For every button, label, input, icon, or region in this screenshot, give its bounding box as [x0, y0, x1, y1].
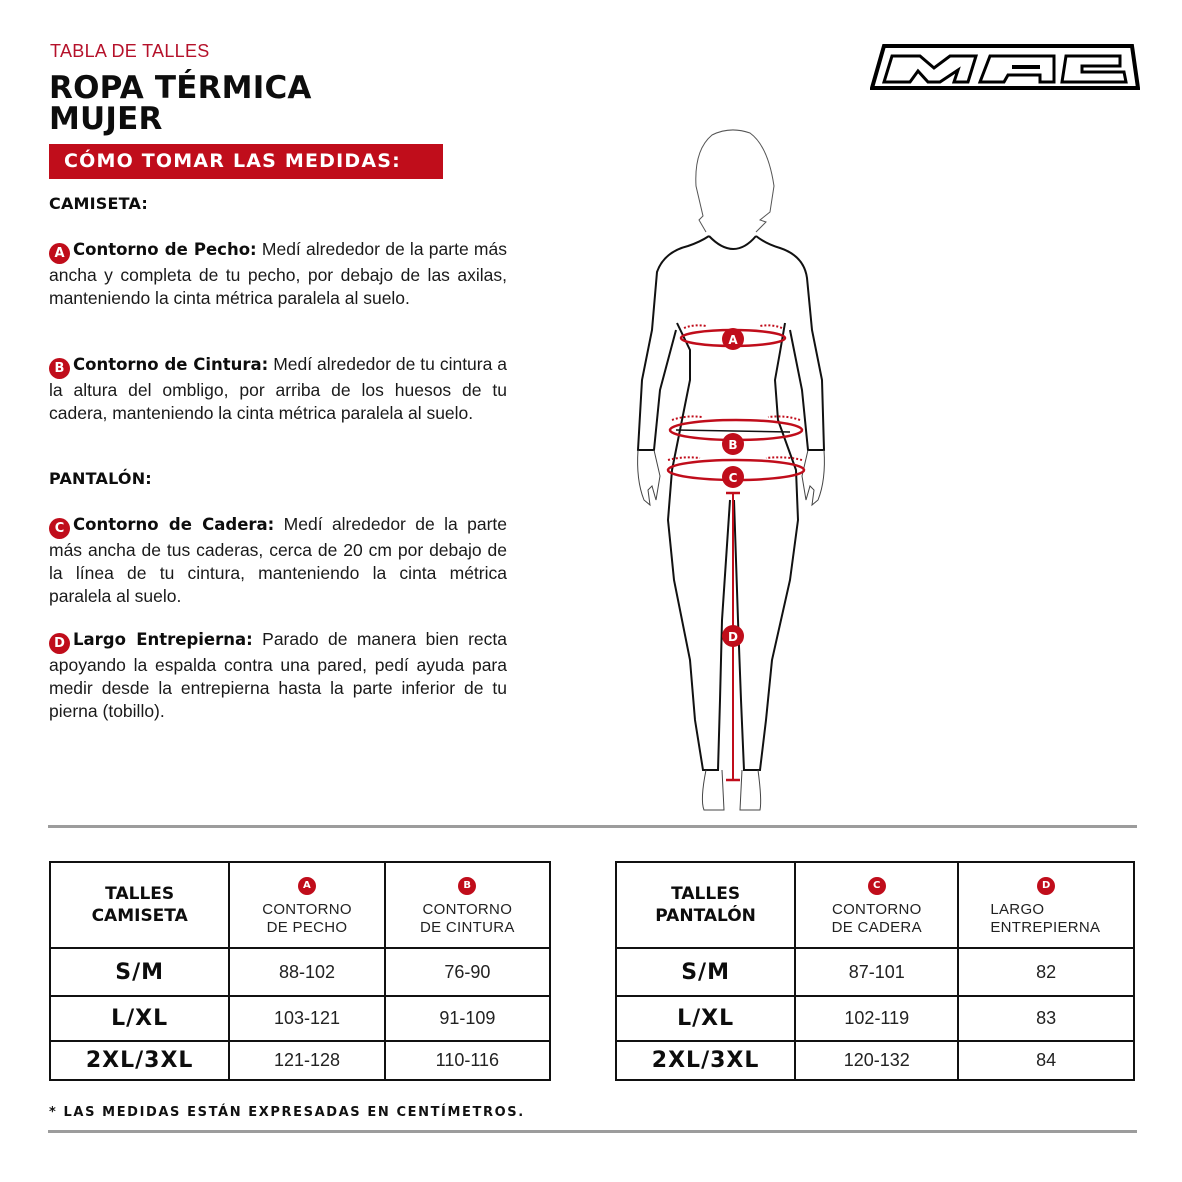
instruction-label: Contorno de Cintura:	[73, 355, 269, 374]
badge-b-icon: B	[49, 358, 70, 379]
instruction-chest	[49, 238, 507, 310]
subtitle: TABLA DE TALLES	[50, 41, 210, 61]
divider-top	[48, 825, 1137, 828]
value-cell: 91-109	[385, 996, 550, 1041]
pantalon-heading: PANTALÓN:	[49, 469, 152, 488]
value-cell: 121-128	[229, 1041, 384, 1080]
value-cell: 76-90	[385, 948, 550, 996]
svg-text:B: B	[728, 438, 738, 452]
page-title	[49, 70, 312, 137]
value-cell: 88-102	[229, 948, 384, 996]
section-banner: CÓMO TOMAR LAS MEDIDAS:	[49, 144, 443, 179]
instruction-label: Contorno de Cadera:	[73, 515, 275, 534]
value-cell: 103-121	[229, 996, 384, 1041]
table-row	[616, 1041, 1134, 1080]
size-table-camiseta	[49, 861, 551, 1081]
value-cell: 83	[958, 996, 1134, 1041]
footnote: * LAS MEDIDAS ESTÁN EXPRESADAS EN CENTÍMETROS.	[49, 1105, 525, 1120]
divider-bottom	[48, 1130, 1137, 1133]
header-title: TALLES CAMISETA	[91, 884, 188, 926]
value-cell: 110-116	[385, 1041, 550, 1080]
instruction-waist	[49, 353, 507, 425]
instruction-inseam	[49, 628, 507, 723]
svg-text:D: D	[728, 630, 738, 644]
instruction-text: Medí alrededor de la parte más ancha de tus caderas, cerca de 20 cm por debajo de la línea de tu cintura, manteniendo la cinta métrica paralela al suelo.	[49, 514, 507, 606]
table-row	[50, 996, 550, 1041]
header-title: TALLES PANTALÓN	[655, 884, 756, 926]
header-cell-inseam: D LARGO ENTREPIERNA	[958, 862, 1134, 948]
instruction-label: Largo Entrepierna:	[73, 630, 253, 649]
badge-d-icon: D	[49, 633, 70, 654]
header-cell-waist: B CONTORNO DE CINTURA	[385, 862, 550, 948]
mac-logo-icon	[870, 44, 1140, 92]
size-cell: S/M	[616, 948, 795, 996]
table-header-row	[50, 862, 550, 948]
badge-c-icon: C	[49, 518, 70, 539]
header-cell-chest: A CONTORNO DE PECHO	[229, 862, 384, 948]
badge-a-icon: A	[298, 877, 316, 895]
badge-b-icon: B	[458, 877, 476, 895]
value-cell: 120-132	[795, 1041, 958, 1080]
table-header-row	[616, 862, 1134, 948]
header-cell-hip: C CONTORNO DE CADERA	[795, 862, 958, 948]
instruction-text: Medí alrededor de tu cintura a la altura del ombligo, por arriba de los huesos de tu cadera, manteniendo la cinta métrica paralela al suelo.	[49, 354, 508, 423]
table-row	[50, 1041, 550, 1080]
header-cell-sizes	[616, 862, 795, 948]
title-line-1: ROPA TÉRMICA	[49, 70, 312, 106]
svg-text:A: A	[728, 333, 738, 347]
instruction-label: Contorno de Pecho:	[73, 240, 257, 259]
table-row	[616, 948, 1134, 996]
instruction-text: Parado de manera bien recta apoyando la espalda contra una pared, pedí ayuda para medir desde la entrepierna hasta la parte inferior de tu pierna (tobillo).	[49, 629, 507, 721]
instruction-text: Medí alrededor de la parte más ancha y completa de tu pecho, por debajo de las axilas, manteniendo la cinta métrica paralela al suelo.	[49, 239, 507, 308]
value-cell: 87-101	[795, 948, 958, 996]
size-table-pantalon	[615, 861, 1135, 1081]
title-line-2: MUJER	[49, 101, 163, 137]
table-row	[50, 948, 550, 996]
size-cell: L/XL	[616, 996, 795, 1041]
size-cell: 2XL/3XL	[616, 1041, 795, 1080]
badge-d-icon: D	[1037, 877, 1055, 895]
badge-c-icon: C	[868, 877, 886, 895]
instruction-hip	[49, 513, 507, 608]
badge-a-icon: A	[49, 243, 70, 264]
svg-text:C: C	[728, 471, 738, 485]
size-cell: S/M	[50, 948, 229, 996]
body-figure-icon	[620, 120, 850, 820]
value-cell: 82	[958, 948, 1134, 996]
value-cell: 84	[958, 1041, 1134, 1080]
value-cell: 102-119	[795, 996, 958, 1041]
table-row	[616, 996, 1134, 1041]
size-cell: 2XL/3XL	[50, 1041, 229, 1080]
camiseta-heading: CAMISETA:	[49, 194, 149, 213]
size-cell: L/XL	[50, 996, 229, 1041]
header-cell-sizes	[50, 862, 229, 948]
